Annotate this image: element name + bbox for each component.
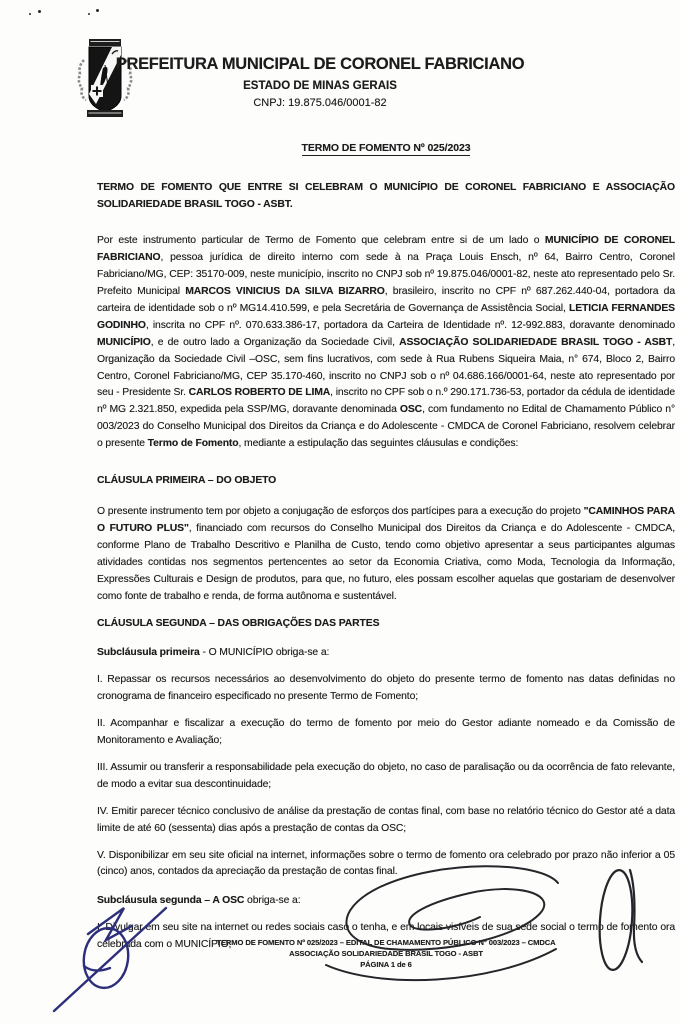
footer-line-2: ASSOCIAÇÃO SOLIDARIEDADE BRASIL TOGO - ASBT <box>289 949 483 958</box>
subclause1-item-1: I. Repassar os recursos necessários ao desenvolvimento do objeto do presente termo de fomento nas datas definidas no cronograma de financeiro especificado no presente Termo de Fomento; <box>97 673 675 702</box>
scan-speck <box>29 13 31 15</box>
subclause1-lead: Subcláusula primeira - O MUNICÍPIO obriga-se a: <box>97 646 330 658</box>
page-footer <box>97 937 675 970</box>
clause1-paragraph: O presente instrumento tem por objeto a conjugação de esforços dos partícipes para a execução do projeto "CAMINHOS PARA O FUTURO PLUS", financiado com recursos do Conselho Municipal dos Direitos da Criança e do Adolescente - CMDCA, conforme Plano de Trabalho Descritivo e Planilha de Custo, tendo como objetivo apresentar a seus participantes algumas atividades contidas nos segmentos pertencentes ao setor da Economia Criativa, como Moda, Tecnologia da Informação, Expressões Culturais e Design de produtos, para que, no futuro, eles possam escolher aquelas que gostariam de desenvolver como fonte de trabalho e renda, de forma autônoma e sustentável. <box>97 506 676 603</box>
clause2-heading: CLÁUSULA SEGUNDA – DAS OBRIGAÇÕES DAS PARTES <box>97 617 380 629</box>
subclause2-item-1: I. Divulgar em seu site na internet ou redes sociais caso o tenha, e em locais visíveis de sua sede social o termo de fomento ora celebrada com o MUNICÍPIO; <box>97 922 675 951</box>
subclause1-item-3: III. Assumir ou transferir a responsabilidade pela execução do objeto, no caso de paralisação ou da ocorrência de fato relevante, de modo a evitar sua descontinuidade; <box>97 761 675 790</box>
clause1-heading: CLÁUSULA PRIMEIRA – DO OBJETO <box>97 475 277 487</box>
document-body <box>97 0 675 954</box>
subclause2-lead: Subcláusula segunda – A OSC obriga-se a: <box>97 895 301 907</box>
footer-line-1: TERMO DE FOMENTO Nº 025/2023 – EDITAL DE CHAMAMENTO PÚBLICO N° 003/2023 – CMDCA <box>216 938 556 947</box>
org-name: PREFEITURA MUNICIPAL DE CORONEL FABRICIANO <box>115 55 525 73</box>
opening-paragraph: Por este instrumento particular de Termo de Fomento que celebram entre si de um lado o MUNICÍPIO DE CORONEL FABRICIANO, pessoa jurídica de direito interno com sede à na Praça Louis Ensch, nº 64, Bairro Centro, Coronel Fabriciano/MG, CEP: 35170-009, neste município, inscrito no CNPJ sob nº 19.875.046/0001-82, neste ato representado pelo Sr. Prefeito Municipal MARCOS VINICIUS DA SILVA BIZARRO, brasileiro, inscrito no CPF nº 687.262.440-04, portadora da carteira de identidade sob o nº MG14.410.599, e pela Secretária de Governança de Assistência Social, LETICIA FERNANDES GODINHO, inscrita no CPF nº. 070.633.386-17, portadora da Carteira de Identidade nº. 12-992.883, doravante denominado MUNICÍPIO, e de outro lado a Organização da Sociedade Civil, ASSOCIAÇÃO SOLIDARIEDADE BRASIL TOGO - ASBT, Organização da Sociedade Civil –OSC, sem fins lucrativos, com sede à Rua Rubens Siqueira Maia, n° 674, Bloco 2, Bairro Centro, Coronel Fabriciano/MG, CEP 35.170-460, inscrito no CNPJ sob o nº 04.686.166/0001-64, neste ato representado por seu - Presidente Sr. CARLOS ROBERTO DE LIMA, inscrito no CPF sob o n.º 290.171.736-53, portador da cédula de identidade nº MG 2.321.850, expedida pela SSP/MG, doravante denominada OSC, com fundamento no Edital de Chamamento Público n° 003/2023 do Conselho Municipal dos Direitos da Criança e do Adolescente - CMDCA de Coronel Fabriciano, resolvem celebrar o presente Termo de Fomento, mediante a estipulação das seguintes cláusulas e condições: <box>97 234 676 450</box>
document-title: TERMO DE FOMENTO Nº 025/2023 <box>301 142 471 154</box>
scan-speck <box>88 13 90 15</box>
org-cnpj: CNPJ: 19.875.046/0001-82 <box>253 97 387 109</box>
scan-speck <box>38 10 41 13</box>
subclause1-item-4: IV. Emitir parecer técnico conclusivo de análise da prestação de contas final, com base no relatório técnico do Gestor até a data limite de até 60 (sessenta) dias após a prestação de contas da OSC; <box>97 805 675 834</box>
document-preamble: TERMO DE FOMENTO QUE ENTRE SI CELEBRAM O MUNICÍPIO DE CORONEL FABRICIANO E ASSOCIAÇÃO SOLIDARIEDADE BRASIL TOGO - ASBT. <box>97 182 675 210</box>
org-state: ESTADO DE MINAS GERAIS <box>243 80 397 92</box>
footer-line-3: PÁGINA 1 de 6 <box>360 960 412 969</box>
subclause1-item-2: II. Acompanhar e fiscalizar a execução do termo de fomento por meio do Gestor adiante nomeado e da Comissão de Monitoramento e Avaliação; <box>97 717 675 746</box>
subclause1-item-5: V. Disponibilizar em seu site oficial na internet, informações sobre o termo de fomento ora celebrado por prazo não inferior a 05 (cinco) anos, contados da apreciação da prestação de contas final. <box>97 849 675 878</box>
